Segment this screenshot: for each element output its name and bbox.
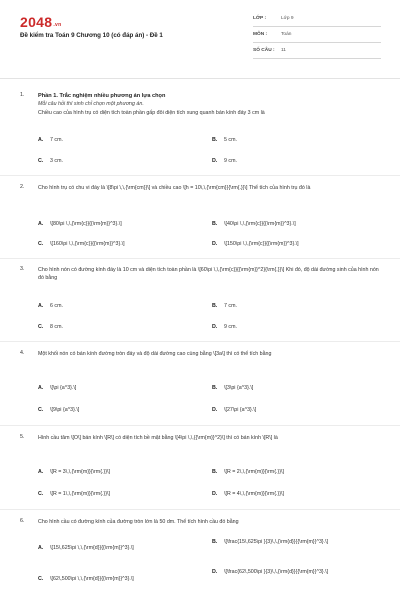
option-c[interactable] <box>38 406 79 414</box>
question-body <box>38 266 382 283</box>
question-text: Cho hình trụ có chu vi đáy là \[8\pi \,\,{\rm{cm}}\] và chiều cao \[h = 10\,\,{\rm{cm}}{\rm{.}}\] Thể tích của hình trụ đó là <box>38 185 311 191</box>
option-text: \[R = 2\,\,{\rm{m}}{\rm{.}}\] <box>224 469 284 475</box>
option-text: \[\pi {a^3}.\] <box>50 385 77 391</box>
question-number: 4. <box>20 350 25 356</box>
option-label: C. <box>38 324 44 330</box>
option-label: A. <box>38 385 44 391</box>
header-divider <box>0 78 400 79</box>
option-label: B. <box>212 469 218 475</box>
option-text: \[15\,625\pi \,\,{\rm{d}}{{\rm{m}}^3}.\] <box>50 545 134 551</box>
question-divider <box>0 509 400 510</box>
option-c[interactable] <box>38 240 125 248</box>
meta-row-count <box>253 43 381 59</box>
option-a[interactable] <box>38 302 63 310</box>
meta-row-class <box>253 11 381 27</box>
option-d[interactable] <box>212 406 256 414</box>
option-text: \[\frac{15\,625\pi }{3}\,\,{\rm{d}}{{\rm{m}}^3}.\] <box>224 539 329 545</box>
document-title: Đề kiểm tra Toán 9 Chương 10 (có đáp án) - Đề 1 <box>20 32 163 39</box>
option-text: 3 cm. <box>50 158 63 164</box>
meta-label: MÔN : <box>253 32 268 37</box>
option-d[interactable] <box>212 240 299 248</box>
option-label: C. <box>38 241 44 247</box>
option-label: D. <box>212 158 218 164</box>
question-text: Một khối nón có bán kính đường tròn đáy và độ dài đường cao cùng bằng \[3a\] thì có thể tích bằng <box>38 351 272 357</box>
logo-text: 2048 <box>20 14 53 30</box>
question-body <box>38 434 382 442</box>
part-title: Phần 1. Trắc nghiệm nhiều phương án lựa chọn <box>38 93 166 99</box>
meta-label: SỐ CÂU : <box>253 48 275 53</box>
option-d[interactable] <box>212 490 284 498</box>
option-text: \[\frac{62\,500\pi }{3}\,\,{\rm{d}}{{\rm{m}}^3}.\] <box>224 569 329 575</box>
option-label: D. <box>212 241 218 247</box>
option-b[interactable] <box>212 302 237 310</box>
meta-value: Lớp 9 <box>281 16 294 21</box>
option-text: 7 cm. <box>224 303 237 309</box>
option-label: C. <box>38 407 44 413</box>
question-text: Hình cầu tâm \[O\] bán kính \[R\] có diện tích bề mặt bằng \[4\pi \,\,{{\rm{m}}^2}\] thì có bán kính \[R\] là <box>38 435 278 441</box>
option-d[interactable] <box>212 568 364 576</box>
option-a[interactable] <box>38 544 134 552</box>
option-text: \[40\pi \,\,{\rm{c}}{{\rm{m}}^3}.\] <box>224 221 296 227</box>
option-label: C. <box>38 158 44 164</box>
question-number: 1. <box>20 92 25 98</box>
question-divider <box>0 425 400 426</box>
option-text: \[R = 4\,\,{\rm{m}}{\rm{.}}\] <box>224 491 284 497</box>
part-note: Mỗi câu hỏi thí sinh chỉ chọn một phương án. <box>38 101 144 108</box>
option-text: \[R = 1\,\,{\rm{m}}{\rm{.}}\] <box>50 491 110 497</box>
question-divider <box>0 258 400 259</box>
option-a[interactable] <box>38 136 63 144</box>
option-label: D. <box>212 491 218 497</box>
option-c[interactable] <box>38 323 63 331</box>
question-body <box>38 350 382 358</box>
question-divider <box>0 341 400 342</box>
meta-label: LỚP : <box>253 16 267 21</box>
option-label: C. <box>38 576 44 582</box>
question-number: 3. <box>20 266 25 272</box>
option-label: C. <box>38 491 44 497</box>
option-a[interactable] <box>38 468 110 476</box>
option-c[interactable] <box>38 575 134 583</box>
question-text: Chiều cao của hình trụ có diện tích toàn phần gấp đôi diện tích xung quanh bán kính đáy 3 cm là <box>38 109 265 116</box>
option-text: \[160\pi \,\,{\rm{c}}{{\rm{m}}^3}.\] <box>50 241 125 247</box>
option-text: \[150\pi \,\,{\rm{c}}{{\rm{m}}^3}.\] <box>224 241 299 247</box>
option-text: 9 cm. <box>224 324 237 330</box>
option-d[interactable] <box>212 157 237 165</box>
site-logo[interactable] <box>20 14 61 30</box>
option-text: 8 cm. <box>50 324 63 330</box>
page-header <box>0 0 400 78</box>
option-label: A. <box>38 469 44 475</box>
option-label: B. <box>212 385 218 391</box>
question-body <box>38 92 382 117</box>
option-b[interactable] <box>212 538 364 546</box>
option-text: \[R = 3\,\,{\rm{m}}{\rm{.}}\] <box>50 469 110 475</box>
question-divider <box>0 175 400 176</box>
question-number: 5. <box>20 434 25 440</box>
option-d[interactable] <box>212 323 237 331</box>
option-text: \[3\pi {a^3}.\] <box>224 385 254 391</box>
option-b[interactable] <box>212 220 296 228</box>
question-number: 2. <box>20 184 25 190</box>
option-label: D. <box>212 407 218 413</box>
option-b[interactable] <box>212 136 237 144</box>
meta-row-subject <box>253 27 381 43</box>
option-label: A. <box>38 545 44 551</box>
option-text: \[27\pi {a^3}.\] <box>224 407 257 413</box>
option-text: \[9\pi {a^3}.\] <box>50 407 80 413</box>
option-label: B. <box>212 303 218 309</box>
option-b[interactable] <box>212 384 253 392</box>
option-text: 5 cm. <box>224 137 237 143</box>
option-c[interactable] <box>38 157 63 165</box>
exam-meta <box>253 11 381 59</box>
question-text: Cho hình nón có đường kính đáy là 10 cm và diện tích toàn phần là \[60\pi \,\,{\rm{c}}{{\rm{m}}^2}{\rm{.}}\] Khi đó, độ dài đường sinh của hình nón đó bằng <box>38 267 379 282</box>
option-label: B. <box>212 539 218 545</box>
option-label: B. <box>212 221 218 227</box>
option-label: A. <box>38 303 44 309</box>
meta-value: Toán <box>281 32 292 37</box>
option-label: A. <box>38 137 44 143</box>
option-text: 7 cm. <box>50 137 63 143</box>
logo-suffix: .vn <box>53 22 62 28</box>
question-number: 6. <box>20 518 25 524</box>
option-b[interactable] <box>212 468 284 476</box>
option-label: D. <box>212 324 218 330</box>
meta-value: 11 <box>281 48 286 53</box>
option-text: 6 cm. <box>50 303 63 309</box>
question-body <box>38 184 382 192</box>
question-body <box>38 518 382 526</box>
option-label: D. <box>212 569 218 575</box>
option-label: B. <box>212 137 218 143</box>
option-text: \[80\pi \,\,{\rm{c}}{{\rm{m}}^3}.\] <box>50 221 122 227</box>
option-text: \[62\,500\pi \,\,{\rm{d}}{{\rm{m}}^3}.\] <box>50 576 134 582</box>
option-a[interactable] <box>38 220 122 228</box>
question-text: Cho hình cầu có đường kính của đường tròn lớn là 50 dm. Thể tích hình cầu đó bằng <box>38 519 239 525</box>
option-c[interactable] <box>38 490 110 498</box>
option-text: 9 cm. <box>224 158 237 164</box>
option-a[interactable] <box>38 384 76 392</box>
option-label: A. <box>38 221 44 227</box>
